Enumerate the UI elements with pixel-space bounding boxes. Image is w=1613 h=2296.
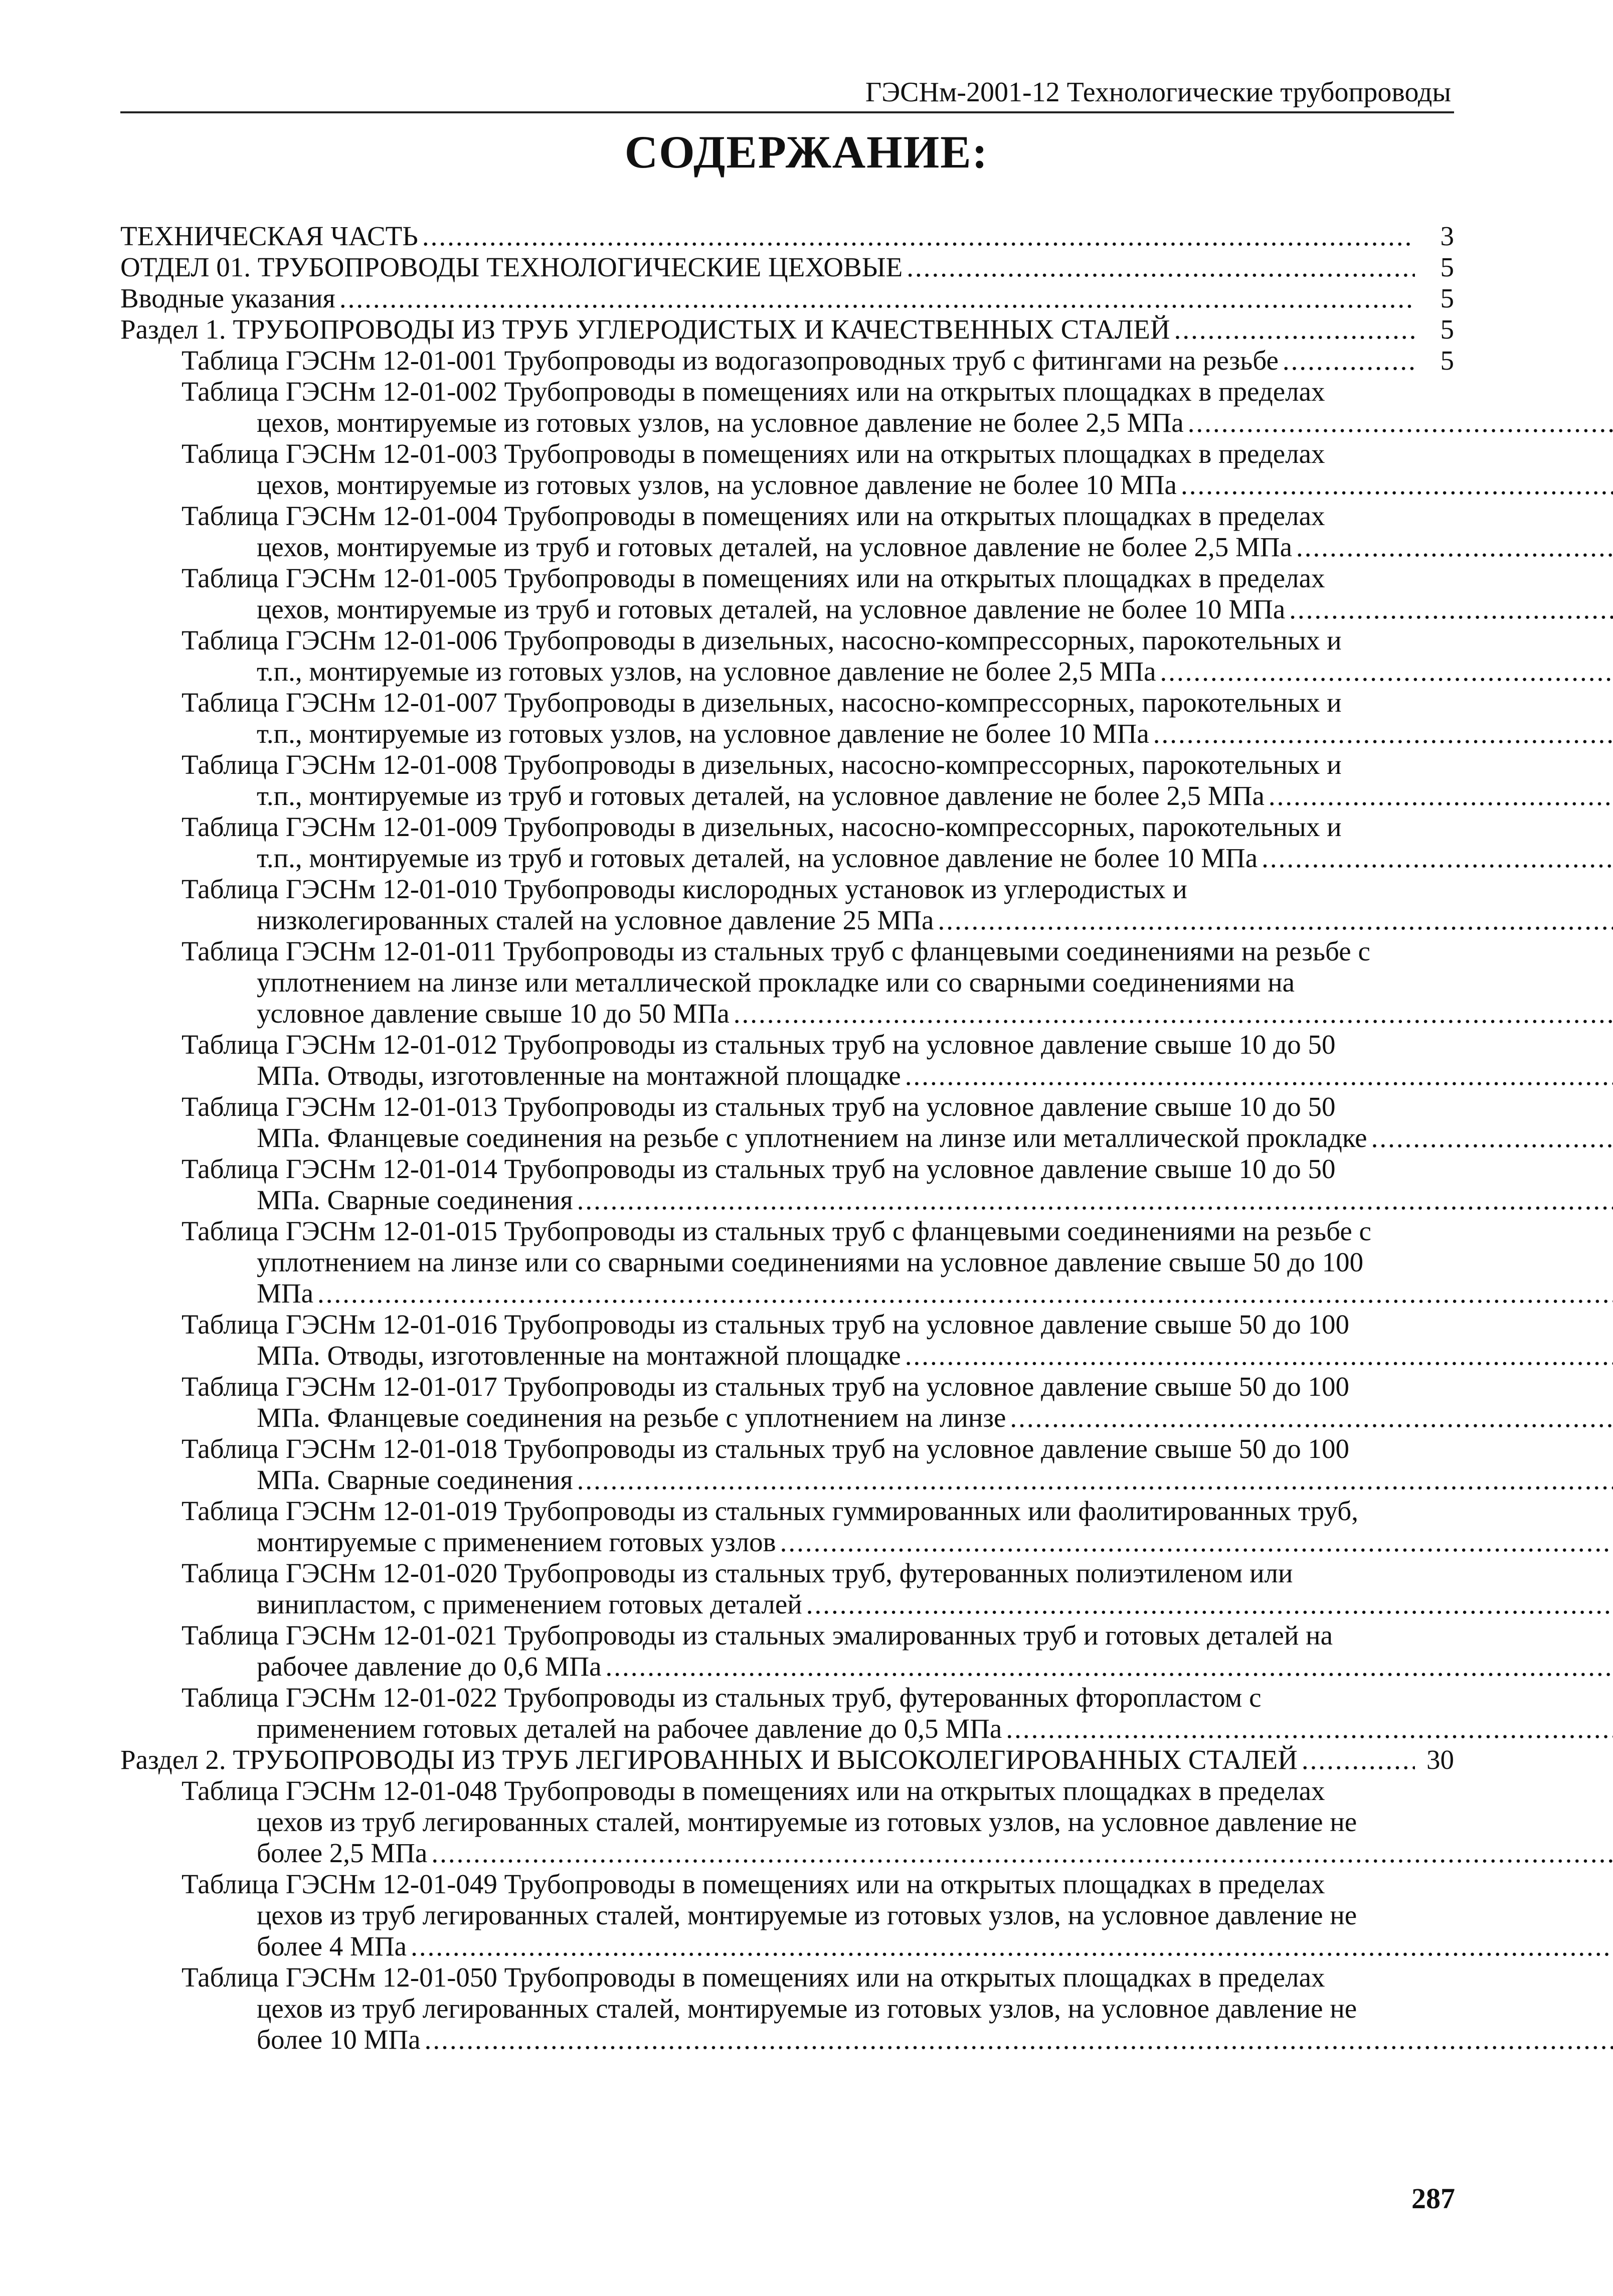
toc-entry[interactable]: [120, 252, 1454, 283]
toc-entry-last-line: [182, 1464, 1454, 1496]
toc-entry-text: более 10 МПа: [257, 2024, 421, 2055]
toc-entry-last-line: [182, 718, 1454, 749]
toc-entry-text: МПа. Фланцевые соединения на резьбе с уплотнением на линзе: [257, 1402, 1006, 1433]
toc-entry-line: Таблица ГЭСНм 12-01-015 Трубопроводы из стальных труб с фланцевыми соединениями на резьбе с: [182, 1216, 1371, 1246]
toc-entry[interactable]: [120, 874, 1454, 936]
toc-entry-last-line: [182, 656, 1454, 687]
toc-entry[interactable]: [120, 563, 1454, 625]
toc-entry-text: т.п., монтируемые из готовых узлов, на условное давление не более 2,5 МПа: [257, 656, 1156, 687]
toc-page-number: 5: [1440, 314, 1454, 345]
dot-leader: [577, 1185, 1613, 1215]
toc-entry-line: уплотнением на линзе или со сварными соединениями на условное давление свыше 50 до 100: [257, 1247, 1364, 1277]
toc-entry-text: цехов, монтируемые из труб и готовых деталей, на условное давление не более 2,5 МПа: [257, 532, 1293, 562]
toc-entry[interactable]: [120, 1216, 1454, 1309]
toc-entry-text: условное давление свыше 10 до 50 МПа: [257, 998, 730, 1029]
toc-entry-line: Таблица ГЭСНм 12-01-048 Трубопроводы в помещениях или на открытых площадках в пределах: [182, 1775, 1325, 1806]
toc-entry-last-line: [182, 2024, 1454, 2055]
toc-entry-last-line: [182, 1651, 1454, 1682]
toc-entry-text: МПа. Отводы, изготовленные на монтажной площадке: [257, 1060, 901, 1091]
toc-entry-text: Раздел 1. ТРУБОПРОВОДЫ ИЗ ТРУБ УГЛЕРОДИСТЫХ И КАЧЕСТВЕННЫХ СТАЛЕЙ: [120, 314, 1170, 345]
dot-leader: [577, 1464, 1613, 1495]
toc-entry-text: МПа. Фланцевые соединения на резьбе с уплотнением на линзе или металлической прокладке: [257, 1122, 1367, 1153]
toc-entry-line: цехов из труб легированных сталей, монтируемые из готовых узлов, на условное давление не: [257, 1900, 1357, 1930]
dot-leader: [905, 1060, 1613, 1091]
toc-entry-line: Таблица ГЭСНм 12-01-003 Трубопроводы в помещениях или на открытых площадках в пределах: [182, 438, 1325, 469]
toc-entry-text: т.п., монтируемые из труб и готовых деталей, на условное давление не более 2,5 МПа: [257, 780, 1265, 811]
dot-leader: [1296, 532, 1613, 562]
toc-entry-last-line: [182, 1713, 1454, 1744]
toc-entry[interactable]: [120, 936, 1454, 1029]
toc-entry[interactable]: [120, 625, 1454, 687]
toc-entry-last-line: [182, 998, 1454, 1029]
dot-leader: [1302, 1744, 1415, 1775]
toc-entry-line: Таблица ГЭСНм 12-01-021 Трубопроводы из стальных эмалированных труб и готовых деталей на: [182, 1620, 1333, 1651]
toc-entry[interactable]: [120, 1775, 1454, 1869]
dot-leader: [905, 1340, 1613, 1371]
toc-entry-line: Таблица ГЭСНм 12-01-020 Трубопроводы из стальных труб, футерованных полиэтиленом или: [182, 1558, 1293, 1588]
toc-entry-line: уплотнением на линзе или металлической прокладке или со сварными соединениями на: [257, 967, 1295, 998]
toc-entry-text: низколегированных сталей на условное давление 25 МПа: [257, 905, 934, 935]
toc-entry-text: цехов, монтируемые из готовых узлов, на условное давление не более 2,5 МПа: [257, 407, 1184, 438]
toc-entry-text: МПа. Сварные соединения: [257, 1464, 573, 1495]
dot-leader: [431, 1838, 1613, 1868]
toc-entry-line: Таблица ГЭСНм 12-01-005 Трубопроводы в помещениях или на открытых площадках в пределах: [182, 563, 1325, 593]
toc-entry[interactable]: [120, 1682, 1454, 1744]
toc-entry-last-line: [120, 252, 1454, 283]
toc-entry-line: Таблица ГЭСНм 12-01-007 Трубопроводы в дизельных, насосно-компрессорных, парокотельных и: [182, 687, 1342, 718]
toc-entry-line: цехов из труб легированных сталей, монтируемые из готовых узлов, на условное давление не: [257, 1807, 1357, 1837]
toc-entry[interactable]: [120, 221, 1454, 252]
toc-entry-line: Таблица ГЭСНм 12-01-006 Трубопроводы в дизельных, насосно-компрессорных, парокотельных и: [182, 625, 1342, 655]
toc-entry-text: Вводные указания: [120, 283, 335, 313]
toc-entry[interactable]: [120, 438, 1454, 501]
toc-entry-text: Таблица ГЭСНм 12-01-001 Трубопроводы из водогазопроводных труб с фитингами на резьбе: [182, 345, 1279, 376]
toc-entry[interactable]: [120, 1620, 1454, 1682]
dot-leader: [1269, 780, 1613, 811]
toc-entry-last-line: [182, 469, 1454, 501]
toc-entry-last-line: [182, 1527, 1454, 1558]
toc-entry-line: Таблица ГЭСНм 12-01-008 Трубопроводы в дизельных, насосно-компрессорных, парокотельных и: [182, 749, 1342, 780]
toc-page-number: 3: [1440, 221, 1454, 251]
dot-leader: [425, 2024, 1613, 2055]
dot-leader: [1010, 1402, 1613, 1433]
dot-leader: [1160, 656, 1613, 687]
dot-leader: [938, 905, 1613, 935]
toc-entry-last-line: [182, 345, 1454, 376]
running-header: [120, 74, 1454, 113]
toc-entry-last-line: [120, 1744, 1454, 1775]
dot-leader: [1262, 843, 1613, 873]
toc-entry-text: цехов, монтируемые из готовых узлов, на условное давление не более 10 МПа: [257, 469, 1177, 500]
toc-entry-line: Таблица ГЭСНм 12-01-009 Трубопроводы в дизельных, насосно-компрессорных, парокотельных и: [182, 811, 1342, 842]
toc-entry[interactable]: [120, 1558, 1454, 1620]
toc-entry-line: Таблица ГЭСНм 12-01-049 Трубопроводы в помещениях или на открытых площадках в пределах: [182, 1869, 1325, 1899]
toc-entry-last-line: [182, 1278, 1454, 1309]
toc-entry[interactable]: [120, 1091, 1454, 1154]
toc-entry-line: Таблица ГЭСНм 12-01-011 Трубопроводы из стальных труб с фланцевыми соединениями на резьбе с: [182, 936, 1370, 966]
toc-entry[interactable]: [120, 1029, 1454, 1091]
toc-entry-line: Таблица ГЭСНм 12-01-016 Трубопроводы из стальных труб на условное давление свыше 50 до 100: [182, 1309, 1349, 1340]
toc-entry[interactable]: [120, 1496, 1454, 1558]
toc-entry[interactable]: [120, 1309, 1454, 1371]
toc-entry-text: цехов, монтируемые из труб и готовых деталей, на условное давление не более 10 МПа: [257, 594, 1286, 624]
toc-page-number: 5: [1440, 283, 1454, 313]
toc-entry-last-line: [120, 221, 1454, 252]
toc-entry[interactable]: [120, 811, 1454, 874]
toc-entry[interactable]: [120, 1744, 1454, 1775]
page-number: 287: [1411, 2182, 1455, 2215]
dot-leader: [806, 1589, 1613, 1619]
toc-entry-text: МПа. Сварные соединения: [257, 1185, 573, 1215]
toc-entry-last-line: [182, 780, 1454, 811]
toc-entry-text: винипластом, с применением готовых деталей: [257, 1589, 802, 1619]
toc-entry-text: МПа. Отводы, изготовленные на монтажной площадке: [257, 1340, 901, 1371]
toc-entry-last-line: [182, 1589, 1454, 1620]
toc-page-number: 30: [1426, 1744, 1454, 1775]
toc-entry-last-line: [182, 407, 1454, 438]
toc-page-number: 5: [1440, 345, 1454, 376]
toc-entry[interactable]: [120, 376, 1454, 438]
toc-entry-line: Таблица ГЭСНм 12-01-013 Трубопроводы из стальных труб на условное давление свыше 10 до 50: [182, 1091, 1336, 1122]
dot-leader: [317, 1278, 1613, 1308]
toc-entry-last-line: [182, 843, 1454, 874]
dot-leader: [780, 1527, 1613, 1557]
toc-entry[interactable]: [120, 1433, 1454, 1496]
toc-entry-last-line: [120, 314, 1454, 345]
toc-entry-last-line: [182, 1122, 1454, 1154]
toc-page-number: 5: [1440, 252, 1454, 282]
toc-entry[interactable]: [120, 345, 1454, 376]
dot-leader: [1371, 1122, 1613, 1153]
toc-entry-line: Таблица ГЭСНм 12-01-050 Трубопроводы в помещениях или на открытых площадках в пределах: [182, 1962, 1325, 1993]
running-title: ГЭСНм-2001-12 Технологические трубопроводы: [865, 77, 1451, 108]
dot-leader: [422, 221, 1415, 252]
toc-entry-last-line: [182, 1340, 1454, 1371]
toc-entry[interactable]: [120, 314, 1454, 345]
toc-entry[interactable]: [120, 687, 1454, 749]
dot-leader: [339, 283, 1415, 314]
toc-entry-text: Раздел 2. ТРУБОПРОВОДЫ ИЗ ТРУБ ЛЕГИРОВАННЫХ И ВЫСОКОЛЕГИРОВАННЫХ СТАЛЕЙ: [120, 1744, 1298, 1775]
toc-entry-line: цехов из труб легированных сталей, монтируемые из готовых узлов, на условное давление не: [257, 1993, 1357, 2024]
toc-entry-last-line: [182, 1060, 1454, 1091]
dot-leader: [1289, 594, 1613, 624]
toc-entry-text: более 4 МПа: [257, 1931, 407, 1961]
toc-entry-line: Таблица ГЭСНм 12-01-002 Трубопроводы в помещениях или на открытых площадках в пределах: [182, 376, 1325, 407]
toc-entry-last-line: [182, 1402, 1454, 1433]
toc-entry[interactable]: [120, 1962, 1454, 2055]
dot-leader: [907, 252, 1415, 283]
toc-entry-text: более 2,5 МПа: [257, 1838, 428, 1868]
dot-leader: [734, 998, 1613, 1029]
toc-entry-text: т.п., монтируемые из готовых узлов, на условное давление не более 10 МПа: [257, 718, 1149, 749]
dot-leader: [411, 1931, 1613, 1961]
toc-entry-text: применением готовых деталей на рабочее давление до 0,5 МПа: [257, 1713, 1002, 1744]
toc-entry-last-line: [182, 905, 1454, 936]
dot-leader: [1006, 1713, 1613, 1744]
toc-entry-last-line: [182, 1185, 1454, 1216]
page-title: СОДЕРЖАНИЕ:: [624, 126, 989, 178]
dot-leader: [1153, 718, 1613, 749]
toc-entry-last-line: [182, 594, 1454, 625]
toc-entry-text: МПа: [257, 1278, 314, 1308]
toc-entry-text: ТЕХНИЧЕСКАЯ ЧАСТЬ: [120, 221, 418, 251]
table-of-contents: [120, 221, 1454, 2055]
toc-entry[interactable]: [120, 1869, 1454, 1962]
toc-entry-line: Таблица ГЭСНм 12-01-022 Трубопроводы из стальных труб, футерованных фторопластом с: [182, 1682, 1262, 1713]
toc-entry-text: т.п., монтируемые из труб и готовых деталей, на условное давление не более 10 МПа: [257, 843, 1258, 873]
toc-entry-text: монтируемые с применением готовых узлов: [257, 1527, 776, 1557]
toc-entry-line: Таблица ГЭСНм 12-01-012 Трубопроводы из стальных труб на условное давление свыше 10 до 50: [182, 1029, 1336, 1060]
toc-entry-text: ОТДЕЛ 01. ТРУБОПРОВОДЫ ТЕХНОЛОГИЧЕСКИЕ ЦЕХОВЫЕ: [120, 252, 903, 282]
toc-entry-last-line: [182, 532, 1454, 563]
dot-leader: [1188, 407, 1613, 438]
toc-entry-line: Таблица ГЭСНм 12-01-010 Трубопроводы кислородных установок из углеродистых и: [182, 874, 1187, 904]
toc-entry[interactable]: [120, 283, 1454, 314]
toc-entry-last-line: [182, 1838, 1454, 1869]
toc-entry-text: рабочее давление до 0,6 МПа: [257, 1651, 602, 1682]
toc-entry-last-line: [120, 283, 1454, 314]
dot-leader: [1174, 314, 1415, 345]
dot-leader: [1181, 469, 1613, 500]
toc-entry-line: Таблица ГЭСНм 12-01-014 Трубопроводы из стальных труб на условное давление свыше 10 до 50: [182, 1154, 1336, 1184]
toc-entry[interactable]: [120, 501, 1454, 563]
toc-entry-last-line: [182, 1931, 1454, 1962]
dot-leader: [1283, 345, 1415, 376]
toc-entry[interactable]: [120, 1154, 1454, 1216]
toc-entry-line: Таблица ГЭСНм 12-01-017 Трубопроводы из стальных труб на условное давление свыше 50 до 100: [182, 1371, 1349, 1402]
dot-leader: [606, 1651, 1613, 1682]
toc-entry-line: Таблица ГЭСНм 12-01-019 Трубопроводы из стальных гуммированных или фаолитированных труб,: [182, 1496, 1358, 1526]
toc-entry[interactable]: [120, 1371, 1454, 1433]
toc-entry-line: Таблица ГЭСНм 12-01-018 Трубопроводы из стальных труб на условное давление свыше 50 до 100: [182, 1433, 1349, 1464]
toc-entry-line: Таблица ГЭСНм 12-01-004 Трубопроводы в помещениях или на открытых площадках в пределах: [182, 501, 1325, 531]
toc-entry[interactable]: [120, 749, 1454, 811]
